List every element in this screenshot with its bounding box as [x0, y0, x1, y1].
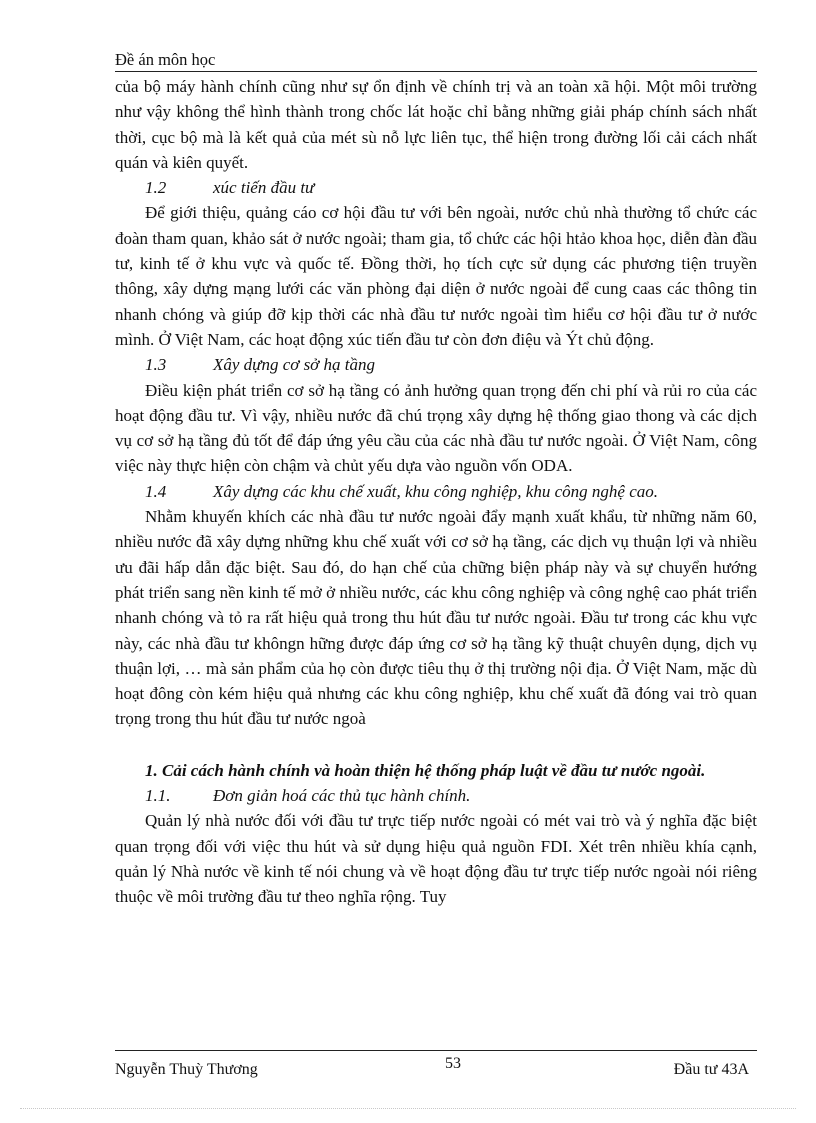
- page-number: 53: [445, 1055, 461, 1072]
- page-footer: [115, 1050, 757, 1077]
- footer-course: Đầu tư 43A: [673, 1061, 749, 1078]
- subheading-1-4: [115, 479, 757, 504]
- subheading-number: 1.1.: [145, 786, 171, 806]
- paragraph-continued: của bộ máy hành chính cũng như sự ổn định về chính trị và an toàn xã hội. Một môi trường như vậy không thể hình thành trong chốc lát hoặc chỉ bằng những giải pháp chính sách nhất thời, cục bộ mà là kết quả của mét sù nỗ lực liên tục, thể hiện trong đường lối cải cách nhất quán và kiên quyết.: [115, 77, 757, 172]
- subheading-1-2: [115, 175, 757, 200]
- subheading-title: xúc tiến đầu tư: [213, 178, 315, 198]
- subheading-number: 1.3: [145, 355, 167, 375]
- subheading-title: Xây dựng cơ sở hạ tầng: [213, 355, 375, 375]
- paragraph-1-2: Để giới thiệu, quảng cáo cơ hội đầu tư với bên ngoài, nước chủ nhà thường tổ chức các đoàn tham quan, khảo sát ở nước ngoài; tham gia, tổ chức các hội htảo khoa học, diễn đàn đầu tư, kinh tế ở khu vực và quốc tế. Đồng thời, họ tích cực sử dụng các phương tiện truyền thông, xây dựng mạng lưới các văn phòng đại diện ở nước ngoài để cung caas các thông tin nhanh chóng và giúp đỡ kịp thời các nhà đầu tư nước ngoài tìm hiểu cơ hội đầu tư ở nước mình. Ở Việt Nam, các hoạt động xúc tiến đầu tư còn đơn điệu và Ýt chủ động.: [115, 203, 757, 349]
- paragraph-1-1: Quản lý nhà nước đối với đầu tư trực tiếp nước ngoài có mét vai trò và ý nghĩa đặc biệt quan trọng đối với việc thu hút và sử dụng hiệu quả nguồn FDI. Xét trên nhiều khía cạnh, quản lý Nhà nước về kinh tế nói chung và về hoạt động đầu tư trực tiếp nước ngoài nói riêng thuộc về môi trường đầu tư theo nghĩa rộng. Tuy: [115, 811, 757, 907]
- document-body: [115, 74, 757, 910]
- header-title: Đề án môn học: [115, 50, 216, 69]
- subheading-1-1: [115, 783, 757, 808]
- section-heading-1: 1. Cải cách hành chính và hoàn thiện hệ thống pháp luật về đầu tư nước ngoài.: [145, 760, 706, 780]
- subheading-title: Xây dựng các khu chế xuất, khu công nghiệp, khu công nghệ cao.: [213, 481, 658, 501]
- subheading-1-3: [115, 352, 757, 377]
- subheading-number: 1.2: [145, 178, 167, 198]
- page-header: [115, 50, 757, 72]
- subheading-title: Đơn giản hoá các thủ tục hành chính.: [213, 786, 471, 806]
- footer-author: Nguyễn Thuỳ Thương: [115, 1061, 258, 1078]
- subheading-number: 1.4: [145, 481, 167, 501]
- page-bottom-divider: [20, 1108, 796, 1109]
- paragraph-1-3: Điều kiện phát triển cơ sở hạ tầng có ảnh hưởng quan trọng đến chi phí và rủi ro của các hoạt động đầu tư. Vì vậy, nhiều nước đã chú trọng xây dựng hệ thống giao thong và các dịch vụ cơ sở hạ tầng đủ tốt để đáp ứng yêu cầu của các nhà đầu tư nước ngoài. Ở Việt Nam, công việc này thực hiện còn chậm và chủt yếu dựa vào nguồn vốn ODA.: [115, 380, 757, 476]
- paragraph-1-4: Nhằm khuyến khích các nhà đầu tư nước ngoài đẩy mạnh xuất khẩu, từ những năm 60, nhiều nước đã xây dựng những khu chế xuất với cơ sở hạ tầng, các dịch vụ thuận lợi và nhiều ưu đãi hấp dẫn đặc biệt. Sau đó, do hạn chế của chững biện pháp này và sự chuyển hướng phát triển sang nền kinh tế mở ở nhiều nước, các khu công nghiệp và công nghệ cao phát triển nhanh chóng và tỏ ra rất hiệu quả trong thu hút đầu tư nước ngoài. Đầu tư trong các khu vực này, các nhà đầu tư khôngn hững được đáp ứng cơ sở hạ tầng kỹ thuật chuyên dụng, dịch vụ thuận lợi, … mà sản phẩm của họ còn được tiêu thụ ở thị trường nội địa. Ở Việt Nam, mặc dù hoạt đông còn kém hiệu quả nhưng các khu công nghiệp, khu chế xuất đã đóng vai trò quan trọng trong thu hút đầu tư nước ngoà: [115, 507, 757, 729]
